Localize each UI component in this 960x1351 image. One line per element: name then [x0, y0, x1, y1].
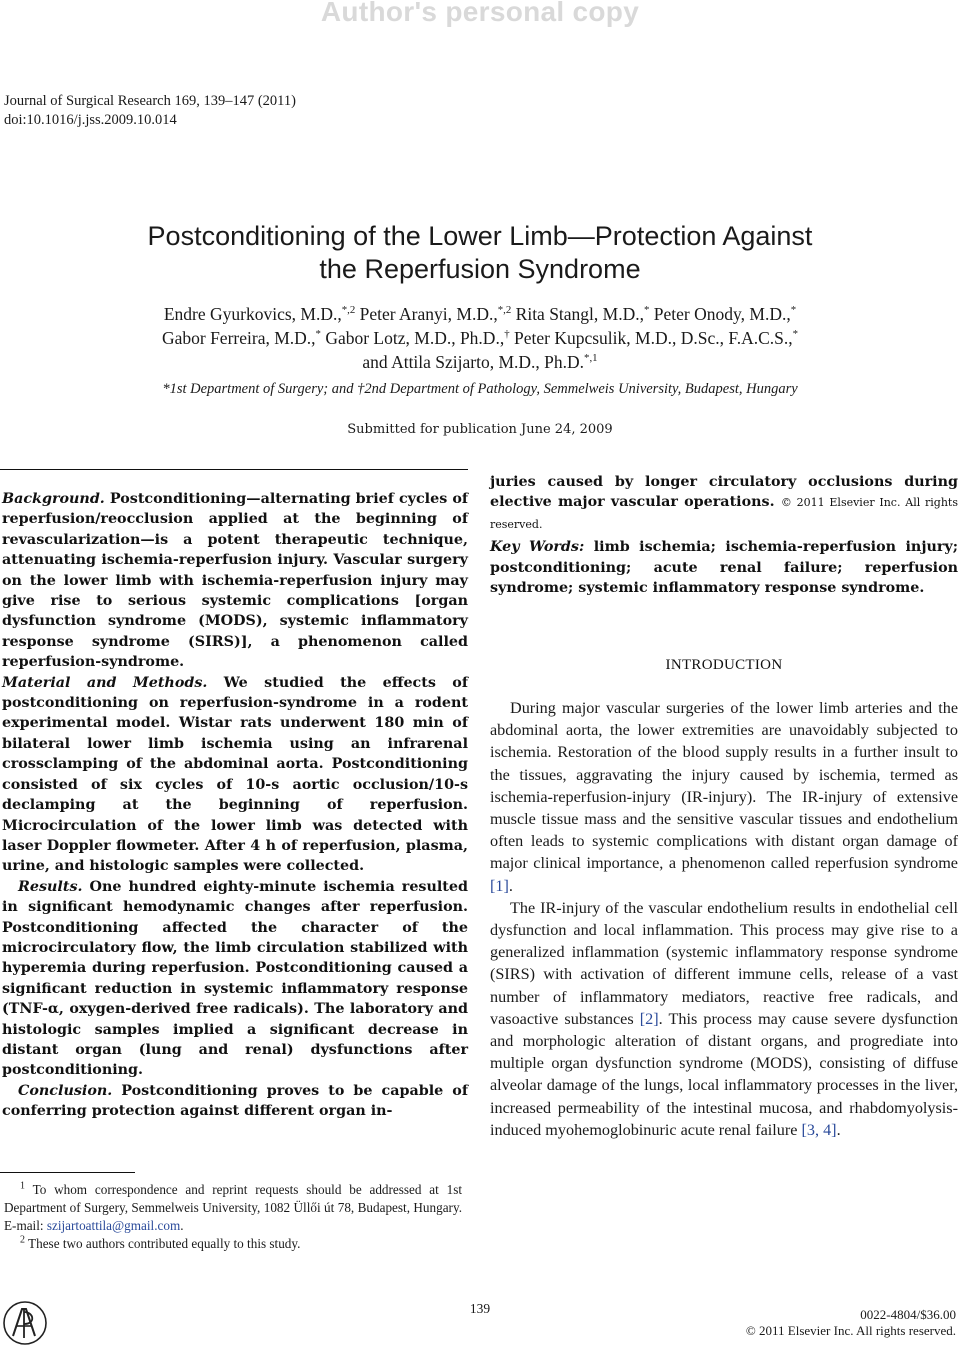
- email-link[interactable]: szijartoattila@gmail.com: [46, 1218, 181, 1233]
- abstract-continuation: [490, 472, 958, 535]
- copyright-notice: © 2011 Elsevier Inc. All rights reserved.: [490, 496, 958, 531]
- footer-copyright: © 2011 Elsevier Inc. All rights reserved.: [745, 1323, 956, 1338]
- section-label: Conclusion.: [18, 1082, 113, 1099]
- citation-link[interactable]: [2]: [639, 1009, 659, 1028]
- title-line-2: the Reperfusion Syndrome: [319, 254, 641, 284]
- paragraph-text: .: [836, 1120, 841, 1139]
- section-label: Material and Methods.: [2, 674, 208, 691]
- title-line-1: Postconditioning of the Lower Limb—Protection Against: [147, 221, 813, 251]
- footnote-mark: 1: [20, 1180, 25, 1192]
- footnote-2: [4, 1235, 462, 1253]
- author-name: Rita Stangl, M.D.,: [511, 304, 644, 324]
- footnote-mark: 2: [20, 1234, 25, 1246]
- author-mark: *,2: [341, 304, 356, 317]
- keywords-text: limb ischemia; ischemia-reperfusion injury; postconditioning; acute renal failure; reperfusion syndrome; systemic inflammatory response syndrome.: [490, 539, 959, 597]
- author-line-2: [60, 326, 900, 350]
- keywords-label: Key Words:: [490, 539, 585, 556]
- paragraph-text: . This process may cause severe dysfunction and morphologic alteration of distant organs, and progrediate into multiple organ dysfunction syndrome (MODS), consisting of diffuse alveolar damage of the lungs, local inflammatory processes in the liver, increased permeability of the intestinal mucosa, and rhabdomyolysis-induced myohemoglobinuric acute renal failure: [490, 1009, 959, 1139]
- author-mark: *: [792, 328, 799, 341]
- abstract-methods: [2, 673, 468, 877]
- doi-line: doi:10.1016/j.jss.2009.10.014: [4, 112, 177, 128]
- author-line-1: [60, 302, 900, 326]
- intro-paragraph-2: [490, 897, 958, 1141]
- author-name: and Attila Szijarto, M.D., Ph.D.: [362, 352, 585, 372]
- section-text: We studied the effects of postconditioning on reperfusion-syndrome in a rodent experimental model. Wistar rats underwent 180 min of bilateral lower limb ischemia using an infrarenal crossclamping of the abdominal aorta. Postconditioning consisted of six cycles of 10-s aortic occlusion/10-s declamping at the beginning of reperfusion. Microcirculation of the lower limb was detected with laser Doppler flowmeter. After 4 h of reperfusion, plasma, urine, and histologic samples were collected.: [2, 674, 468, 875]
- intro-paragraph-1: [490, 697, 958, 897]
- paragraph-text: .: [508, 876, 513, 895]
- footnote-text: These two authors contributed equally to this study.: [25, 1236, 301, 1251]
- author-name: Peter Aranyi, M.D.,: [355, 304, 498, 324]
- author-mark: *: [790, 304, 797, 317]
- page-number: 139: [469, 1301, 491, 1316]
- author-line-3: [60, 350, 900, 374]
- author-mark: *: [315, 328, 321, 341]
- author-mark: *,1: [584, 352, 598, 365]
- citation-link[interactable]: [1]: [490, 876, 509, 895]
- author-mark: *,2: [497, 304, 512, 317]
- section-text: Postconditioning proves to be capable of conferring protection against different organ in-: [2, 1082, 468, 1120]
- section-heading: INTRODUCTION: [665, 657, 783, 673]
- section-text: One hundred eighty-minute ischemia resulted in significant hemodynamic changes after reperfusion. Postconditioning affected the character of the microcirculatory flow, the limb circulation stabilized with hyperemia during reperfusion. Postconditioning caused a significant reduction in systemic inflammatory response (TNF-α, oxygen-derived free radicals). The laboratory and histologic samples implied a significant decrease in distant organ (lung and renal) dysfunctions after postconditioning.: [2, 878, 468, 1079]
- section-label: Background.: [2, 491, 105, 507]
- author-name: Peter Onody, M.D.,: [649, 304, 791, 324]
- paragraph-text: During major vascular surgeries of the lower limb arteries and the abdominal aorta, the lower extremities are unavoidably subjected to ischemia. Restoration of the blood supply results in a further insult to the tissues, aggravating the injury caused by ischemia, termed as ischemia-reperfusion-injury (IR-injury). The IR-injury of extensive muscle tissue mass and the sensitive vascular tissues and endothelium often leads to systemic complications with distant organ damage of major clinical importance, a phenomenon called reperfusion syndrome: [490, 699, 958, 873]
- abstract-rule: [0, 469, 468, 470]
- abstract-left-column: [2, 489, 468, 1122]
- author-name: Gabor Lotz, M.D., Ph.D.,: [320, 328, 505, 348]
- author-mark: †: [504, 328, 510, 341]
- author-name: Gabor Ferreira, M.D.,: [161, 328, 316, 348]
- citation-link[interactable]: [3, 4]: [801, 1120, 837, 1139]
- section-text: Postconditioning—alternating brief cycles of reperfusion/reocclusion applied at the beginning of revascularization—is a potent therapeutic technique, attenuating ischemia-reperfusion injury. Vascular surgery on the lower limb with ischemia-reperfusion injury may give rise to serious systemic complications [organ dysfunction syndrome (MODS), systemic inflammatory response syndrome (SIRS)], a phenomenon called reperfusion-syndrome.: [2, 491, 468, 671]
- abstract-background: [2, 489, 468, 673]
- introduction-body: [490, 697, 958, 1141]
- footnote-1: [4, 1181, 462, 1235]
- author-mark: *: [644, 304, 650, 317]
- abstract-conclusion: [2, 1081, 468, 1122]
- keywords: [490, 537, 958, 598]
- submission-date: Submitted for publication June 24, 2009: [347, 422, 613, 437]
- article-title: [0, 220, 960, 286]
- issn: 0022-4804/$36.00: [860, 1307, 956, 1322]
- section-text: juries caused by longer circulatory occlusions during elective major vascular operations.: [490, 474, 958, 511]
- affiliation: *1st Department of Surgery; and †2nd Department of Pathology, Semmelweis University, Budapest, Hungary: [162, 381, 798, 397]
- footnote-text: .: [180, 1218, 184, 1233]
- issn-block: [746, 1307, 956, 1339]
- paragraph-text: The IR-injury of the vascular endothelium results in endothelial cell dysfunction and local inflammation. This process may give rise to a generalized inflammation (systemic inflammatory response syndrome (SIRS) with activation of different immune cells, release of a vast number of inflammatory mediators, reactive free radicals, and vasoactive substances: [490, 898, 958, 1028]
- author-name: Endre Gyurkovics, M.D.,: [163, 304, 342, 324]
- footnote-rule: [0, 1172, 135, 1173]
- author-list: [60, 302, 900, 374]
- abstract-right-column: [490, 472, 958, 598]
- journal-line: Journal of Surgical Research 169, 139–147 (2011): [4, 93, 296, 109]
- section-label: Results.: [18, 878, 83, 895]
- footnote-text: To whom correspondence and reprint requests should be addressed at 1st Department of Surgery, Semmelweis University, 1082 Üllői út 78, Budapest, Hungary. E-mail:: [4, 1182, 462, 1233]
- abstract-results: [2, 877, 468, 1081]
- author-name: Peter Kupcsulik, M.D., D.Sc., F.A.C.S.,: [509, 328, 793, 348]
- watermark: Author's personal copy: [320, 0, 640, 27]
- footnotes: [4, 1181, 462, 1253]
- journal-citation: [4, 92, 296, 130]
